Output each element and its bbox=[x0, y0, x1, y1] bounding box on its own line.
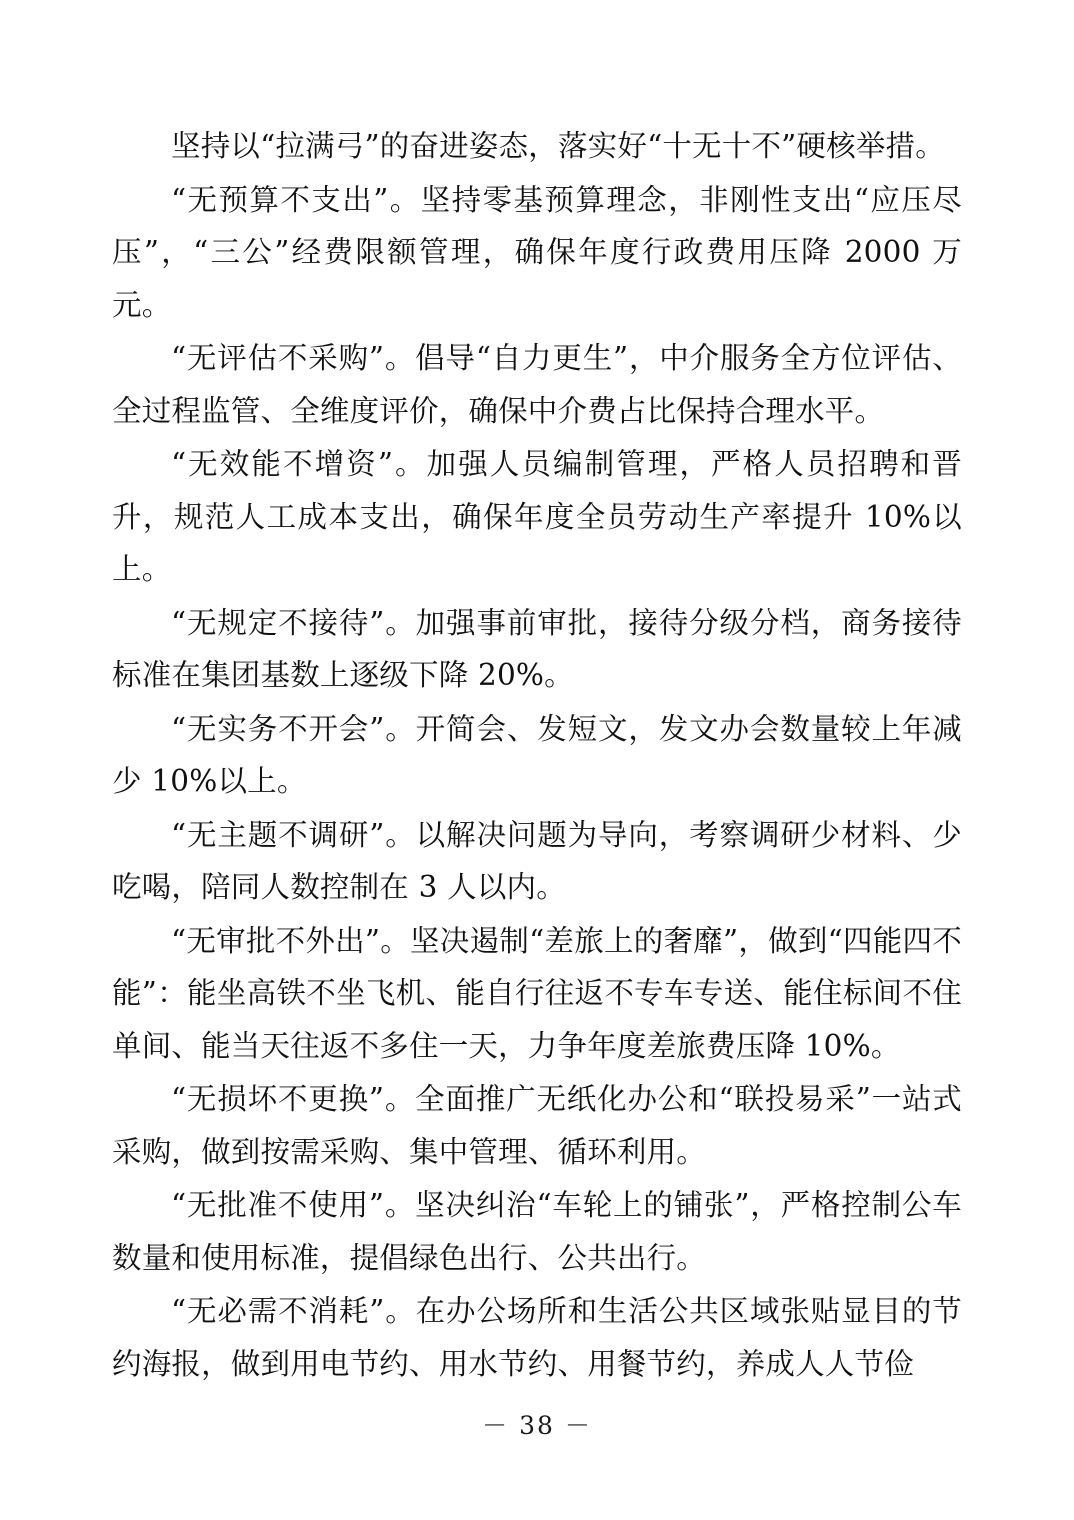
paragraph: “无必需不消耗”。在办公场所和生活公共区域张贴显目的节约海报，做到用电节约、用水节约、用餐节约，养成人人节俭 bbox=[112, 1294, 962, 1381]
paragraph: “无预算不支出”。坚持零基预算理念，非刚性支出“应压尽压”，“三公”经费限额管理，确保年度行政费用压降 2000 万元。 bbox=[112, 182, 962, 322]
paragraph: “无批准不使用”。坚决纠治“车轮上的铺张”，严格控制公车数量和使用标准，提倡绿色出行、公共出行。 bbox=[112, 1188, 962, 1275]
paragraph: “无规定不接待”。加强事前审批，接待分级分档，商务接待标准在集团基数上逐级下降 20%。 bbox=[112, 605, 962, 692]
paragraph: “无审批不外出”。坚决遏制“差旅上的奢靡”，做到“四能四不能”：能坐高铁不坐飞机、能自行往返不专车专送、能住标间不住单间、能当天往返不多住一天，力争年度差旅费压降 10%。 bbox=[112, 923, 962, 1063]
page-number: － 38 － bbox=[482, 1411, 592, 1440]
paragraph: “无损坏不更换”。全面推广无纸化办公和“联投易采”一站式采购，做到按需采购、集中管理、循环利用。 bbox=[112, 1082, 962, 1169]
paragraph: “无评估不采购”。倡导“自力更生”，中介服务全方位评估、全过程监管、全维度评价，确保中介费占比保持合理水平。 bbox=[112, 341, 962, 428]
paragraph: “无主题不调研”。以解决问题为导向，考察调研少材料、少吃喝，陪同人数控制在 3 人以内。 bbox=[112, 817, 962, 904]
paragraph: 坚持以“拉满弓”的奋进姿态，落实好“十无十不”硬核举措。 bbox=[171, 129, 945, 163]
document-body bbox=[112, 120, 962, 1390]
paragraph: “无效能不增资”。加强人员编制管理，严格人员招聘和晋升，规范人工成本支出，确保年度全员劳动生产率提升 10%以上。 bbox=[112, 447, 962, 586]
paragraph: “无实务不开会”。开简会、发短文，发文办会数量较上年减少 10%以上。 bbox=[112, 711, 962, 798]
